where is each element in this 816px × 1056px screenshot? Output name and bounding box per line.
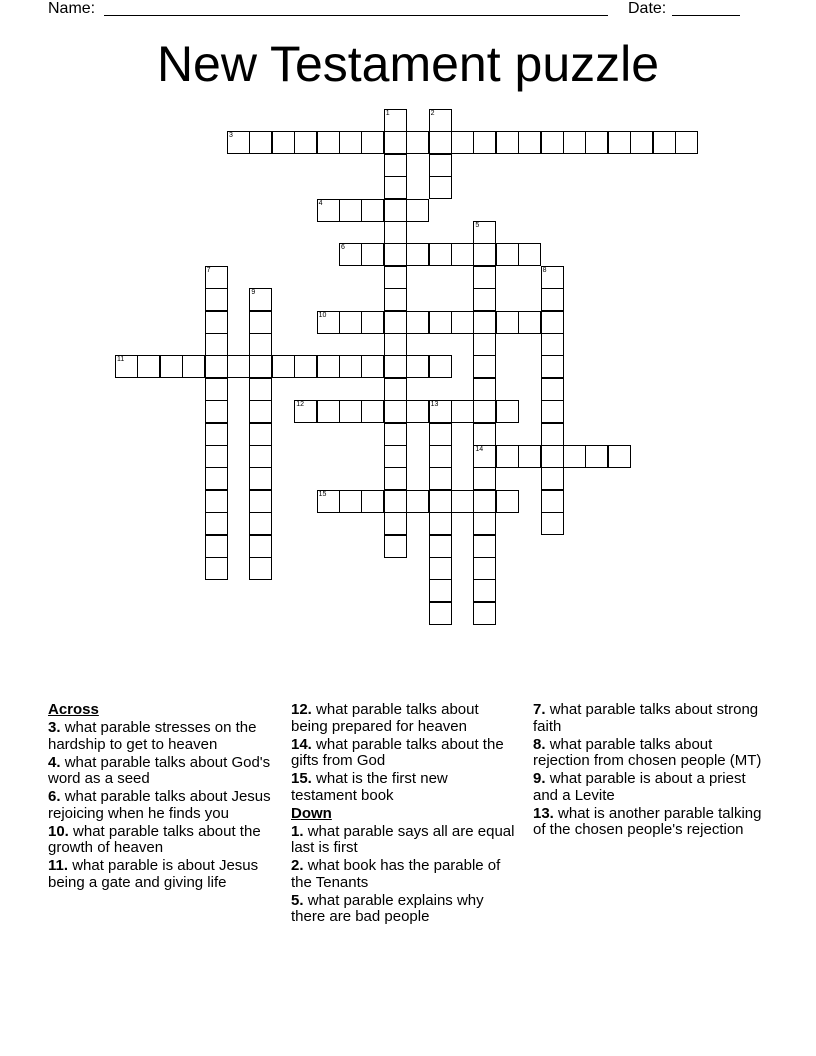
crossword-cell[interactable] bbox=[429, 602, 452, 625]
crossword-cell[interactable] bbox=[339, 243, 362, 266]
crossword-cell[interactable] bbox=[429, 579, 452, 602]
crossword-cell[interactable] bbox=[249, 311, 272, 334]
crossword-cell[interactable] bbox=[249, 333, 272, 356]
crossword-cell[interactable] bbox=[451, 400, 474, 423]
crossword-cell[interactable] bbox=[384, 445, 407, 468]
crossword-cell[interactable] bbox=[361, 131, 384, 154]
crossword-cell[interactable] bbox=[384, 535, 407, 558]
crossword-cell[interactable] bbox=[339, 131, 362, 154]
clue-across-11: 11. what parable is about Jesus being a gate and giving life bbox=[48, 857, 259, 891]
crossword-cell[interactable] bbox=[473, 131, 496, 154]
clue-down-9: 9. what parable is about a priest and a Levite bbox=[533, 770, 746, 804]
crossword-cell[interactable] bbox=[473, 266, 496, 289]
crossword-cell[interactable] bbox=[384, 131, 407, 154]
crossword-cell[interactable] bbox=[205, 355, 228, 378]
crossword-cell[interactable] bbox=[384, 243, 407, 266]
crossword-cell[interactable] bbox=[541, 490, 564, 513]
crossword-cell[interactable] bbox=[384, 333, 407, 356]
crossword-cell[interactable] bbox=[473, 311, 496, 334]
crossword-cell[interactable] bbox=[384, 311, 407, 334]
crossword-cell[interactable] bbox=[317, 355, 340, 378]
crossword-cell[interactable] bbox=[473, 243, 496, 266]
crossword-cell[interactable] bbox=[339, 355, 362, 378]
crossword-cell[interactable] bbox=[205, 423, 228, 446]
crossword-cell[interactable] bbox=[473, 602, 496, 625]
crossword-cell[interactable] bbox=[518, 311, 541, 334]
page-title: New Testament puzzle bbox=[156, 36, 660, 92]
crossword-cell[interactable] bbox=[429, 154, 452, 177]
crossword-cell[interactable] bbox=[473, 467, 496, 490]
crossword-cell[interactable] bbox=[429, 355, 452, 378]
crossword-cell[interactable] bbox=[406, 490, 429, 513]
crossword-cell[interactable] bbox=[205, 535, 228, 558]
crossword-cell[interactable] bbox=[249, 467, 272, 490]
clues-section bbox=[48, 702, 778, 962]
crossword-cell[interactable] bbox=[496, 311, 519, 334]
crossword-cell[interactable] bbox=[384, 467, 407, 490]
clue-down-1: 1. what parable says all are equal last is first bbox=[291, 822, 515, 856]
crossword-cell[interactable] bbox=[384, 288, 407, 311]
crossword-cell[interactable] bbox=[406, 131, 429, 154]
crossword-cell[interactable] bbox=[384, 490, 407, 513]
crossword-cell[interactable] bbox=[473, 333, 496, 356]
crossword-cell[interactable] bbox=[541, 512, 564, 535]
crossword-cell[interactable] bbox=[406, 199, 429, 222]
clue-number: 7 bbox=[206, 266, 211, 274]
crossword-cell[interactable] bbox=[541, 131, 564, 154]
crossword-cell[interactable] bbox=[339, 400, 362, 423]
crossword-cell[interactable] bbox=[249, 535, 272, 558]
crossword-cell[interactable] bbox=[272, 355, 295, 378]
clue-number: 13 bbox=[430, 401, 439, 409]
crossword-cell[interactable] bbox=[249, 557, 272, 580]
crossword-cell[interactable] bbox=[496, 400, 519, 423]
crossword-cell[interactable] bbox=[205, 311, 228, 334]
crossword-cell[interactable] bbox=[317, 199, 340, 222]
crossword-cell[interactable] bbox=[429, 131, 452, 154]
crossword-cell[interactable] bbox=[585, 131, 608, 154]
crossword-cell[interactable] bbox=[205, 557, 228, 580]
crossword-cell[interactable] bbox=[541, 355, 564, 378]
crossword-cell[interactable] bbox=[384, 221, 407, 244]
crossword-cell[interactable] bbox=[294, 131, 317, 154]
crossword-cell[interactable] bbox=[182, 355, 205, 378]
clue-across-4: 4. what parable talks about God's word as a seed bbox=[48, 753, 271, 787]
crossword-cell[interactable] bbox=[384, 378, 407, 401]
crossword-cell[interactable] bbox=[541, 445, 564, 468]
crossword-cell[interactable] bbox=[541, 333, 564, 356]
clue-across-10: 10. what parable talks about the growth of heaven bbox=[48, 822, 261, 856]
crossword-cell[interactable] bbox=[249, 512, 272, 535]
crossword-cell[interactable] bbox=[451, 131, 474, 154]
crossword-cell[interactable] bbox=[429, 535, 452, 558]
crossword-cell[interactable] bbox=[496, 445, 519, 468]
crossword-cell[interactable] bbox=[406, 311, 429, 334]
crossword-cell[interactable] bbox=[473, 445, 496, 468]
clue-number: 10 bbox=[318, 311, 327, 319]
crossword-cell[interactable] bbox=[361, 199, 384, 222]
clue-number: 6 bbox=[341, 244, 345, 252]
crossword-cell[interactable] bbox=[205, 467, 228, 490]
crossword-cell[interactable] bbox=[608, 445, 631, 468]
clue-down-2: 2. what book has the parable of the Tenants bbox=[291, 857, 501, 891]
clue-down-8: 8. what parable talks about rejection from chosen people (MT) bbox=[533, 735, 762, 769]
crossword-cell[interactable] bbox=[608, 131, 631, 154]
crossword-cell[interactable] bbox=[249, 423, 272, 446]
crossword-cell[interactable] bbox=[541, 378, 564, 401]
crossword-cell[interactable] bbox=[563, 131, 586, 154]
clue-across-14: 14. what parable talks about the gifts from God bbox=[291, 735, 504, 769]
crossword-cell[interactable] bbox=[541, 288, 564, 311]
crossword-cell[interactable] bbox=[339, 199, 362, 222]
crossword-cell[interactable] bbox=[205, 400, 228, 423]
crossword-cell[interactable] bbox=[384, 199, 407, 222]
clue-number: 2 bbox=[430, 110, 435, 117]
crossword-cell[interactable] bbox=[406, 355, 429, 378]
clue-number: 11 bbox=[117, 356, 125, 364]
crossword-cell[interactable] bbox=[473, 557, 496, 580]
crossword-cell[interactable] bbox=[496, 243, 519, 266]
crossword-cell[interactable] bbox=[429, 512, 452, 535]
crossword-cell[interactable] bbox=[585, 445, 608, 468]
date-label: Date: bbox=[628, 0, 667, 17]
crossword-cell[interactable] bbox=[205, 288, 228, 311]
crossword-cell[interactable] bbox=[473, 378, 496, 401]
crossword-cell[interactable] bbox=[227, 355, 250, 378]
crossword-cell[interactable] bbox=[384, 512, 407, 535]
crossword-cell[interactable] bbox=[653, 131, 676, 154]
crossword-cell[interactable] bbox=[339, 490, 362, 513]
crossword-cell[interactable] bbox=[205, 378, 228, 401]
crossword-cell[interactable] bbox=[563, 445, 586, 468]
crossword-cell[interactable] bbox=[406, 400, 429, 423]
crossword-cell[interactable] bbox=[205, 512, 228, 535]
clue-across-15: 15. what is the first new testament book bbox=[291, 770, 448, 804]
crossword-cell[interactable] bbox=[429, 311, 452, 334]
crossword-cell[interactable] bbox=[272, 131, 295, 154]
crossword-cell[interactable] bbox=[541, 467, 564, 490]
clues-column-1 bbox=[48, 702, 278, 893]
crossword-cell[interactable] bbox=[518, 445, 541, 468]
clues-column-3 bbox=[533, 702, 768, 840]
crossword-cell[interactable] bbox=[384, 355, 407, 378]
crossword-cell[interactable] bbox=[361, 243, 384, 266]
crossword-cell[interactable] bbox=[429, 400, 452, 423]
crossword-cell[interactable] bbox=[249, 490, 272, 513]
crossword-cell[interactable] bbox=[429, 445, 452, 468]
clue-down-13: 13. what is another parable talking of the chosen people's rejection bbox=[533, 804, 762, 838]
clue-number: 5 bbox=[475, 222, 480, 229]
crossword-cell[interactable] bbox=[137, 355, 160, 378]
crossword-cell[interactable] bbox=[429, 423, 452, 446]
crossword-cell[interactable] bbox=[429, 243, 452, 266]
clue-across-6: 6. what parable talks about Jesus rejoicing when he finds you bbox=[48, 788, 271, 822]
clue-number: 8 bbox=[542, 266, 547, 274]
crossword-cell[interactable] bbox=[249, 355, 272, 378]
crossword-cell[interactable] bbox=[675, 131, 698, 154]
crossword-cell[interactable] bbox=[249, 131, 272, 154]
crossword-cell[interactable] bbox=[317, 131, 340, 154]
crossword-cell[interactable] bbox=[429, 176, 452, 199]
crossword-cell[interactable] bbox=[249, 378, 272, 401]
crossword-cell[interactable] bbox=[429, 109, 452, 132]
crossword-cell[interactable] bbox=[205, 490, 228, 513]
crossword-cell[interactable] bbox=[339, 311, 362, 334]
crossword-cell[interactable] bbox=[473, 221, 496, 244]
crossword-cell[interactable] bbox=[249, 400, 272, 423]
crossword-cell[interactable] bbox=[205, 266, 228, 289]
crossword-cell[interactable] bbox=[473, 512, 496, 535]
down-heading: Down bbox=[291, 804, 332, 822]
crossword-cell[interactable] bbox=[205, 333, 228, 356]
across-heading: Across bbox=[48, 701, 99, 718]
crossword-cell[interactable] bbox=[317, 311, 340, 334]
crossword-cell[interactable] bbox=[473, 535, 496, 558]
crossword-cell[interactable] bbox=[294, 355, 317, 378]
crossword-cell[interactable] bbox=[160, 355, 183, 378]
clue-down-7: 7. what parable talks about strong faith bbox=[533, 701, 759, 735]
crossword-cell[interactable] bbox=[518, 243, 541, 266]
clue-number: 1 bbox=[385, 110, 390, 117]
name-label: Name: bbox=[48, 0, 96, 17]
crossword-cell[interactable] bbox=[384, 400, 407, 423]
crossword-cell[interactable] bbox=[361, 355, 384, 378]
crossword-cell[interactable] bbox=[249, 288, 272, 311]
clue-number: 15 bbox=[318, 490, 327, 498]
crossword-cell[interactable] bbox=[496, 490, 519, 513]
crossword-cell[interactable] bbox=[384, 109, 407, 132]
clue-number: 9 bbox=[251, 289, 256, 297]
crossword-cell[interactable] bbox=[227, 131, 250, 154]
crossword-cell[interactable] bbox=[361, 311, 384, 334]
crossword-cell[interactable] bbox=[384, 176, 407, 199]
crossword-cell[interactable] bbox=[205, 445, 228, 468]
crossword-cell[interactable] bbox=[473, 490, 496, 513]
crossword-cell[interactable] bbox=[317, 400, 340, 423]
clue-across-12: 12. what parable talks about being prepared for heaven bbox=[291, 701, 479, 735]
clue-number: 14 bbox=[475, 446, 484, 453]
crossword-cell[interactable] bbox=[406, 243, 429, 266]
crossword-cell[interactable] bbox=[361, 400, 384, 423]
crossword-cell[interactable] bbox=[541, 311, 564, 334]
crossword-cell[interactable] bbox=[496, 131, 519, 154]
crossword-cell[interactable] bbox=[473, 423, 496, 446]
clue-number: 3 bbox=[229, 132, 233, 140]
crossword-cell[interactable] bbox=[473, 288, 496, 311]
crossword-cell[interactable] bbox=[361, 490, 384, 513]
crossword-cell[interactable] bbox=[249, 445, 272, 468]
crossword-cell[interactable] bbox=[429, 490, 452, 513]
crossword-cell[interactable] bbox=[473, 579, 496, 602]
crossword-cell[interactable] bbox=[541, 266, 564, 289]
crossword-cell[interactable] bbox=[317, 490, 340, 513]
clue-number: 4 bbox=[318, 199, 323, 207]
crossword-cell[interactable] bbox=[294, 400, 317, 423]
crossword-cell[interactable] bbox=[451, 490, 474, 513]
clue-number: 12 bbox=[296, 401, 304, 409]
clue-down-5: 5. what parable explains why there are bad people bbox=[291, 891, 484, 925]
clues-column-2 bbox=[291, 702, 516, 927]
crossword-cell[interactable] bbox=[384, 154, 407, 177]
crossword-cell[interactable] bbox=[451, 311, 474, 334]
crossword-cell[interactable] bbox=[451, 243, 474, 266]
crossword-cell[interactable] bbox=[384, 423, 407, 446]
crossword-cell[interactable] bbox=[541, 400, 564, 423]
crossword-cell[interactable] bbox=[473, 400, 496, 423]
crossword-cell[interactable] bbox=[541, 423, 564, 446]
crossword-cell[interactable] bbox=[518, 131, 541, 154]
crossword-cell[interactable] bbox=[429, 467, 452, 490]
clue-across-3: 3. what parable stresses on the hardship to get to heaven bbox=[48, 719, 257, 753]
crossword-cell[interactable] bbox=[384, 266, 407, 289]
crossword-cell[interactable] bbox=[473, 355, 496, 378]
crossword-cell[interactable] bbox=[429, 557, 452, 580]
crossword-cell[interactable] bbox=[115, 355, 138, 378]
crossword-cell[interactable] bbox=[630, 131, 653, 154]
